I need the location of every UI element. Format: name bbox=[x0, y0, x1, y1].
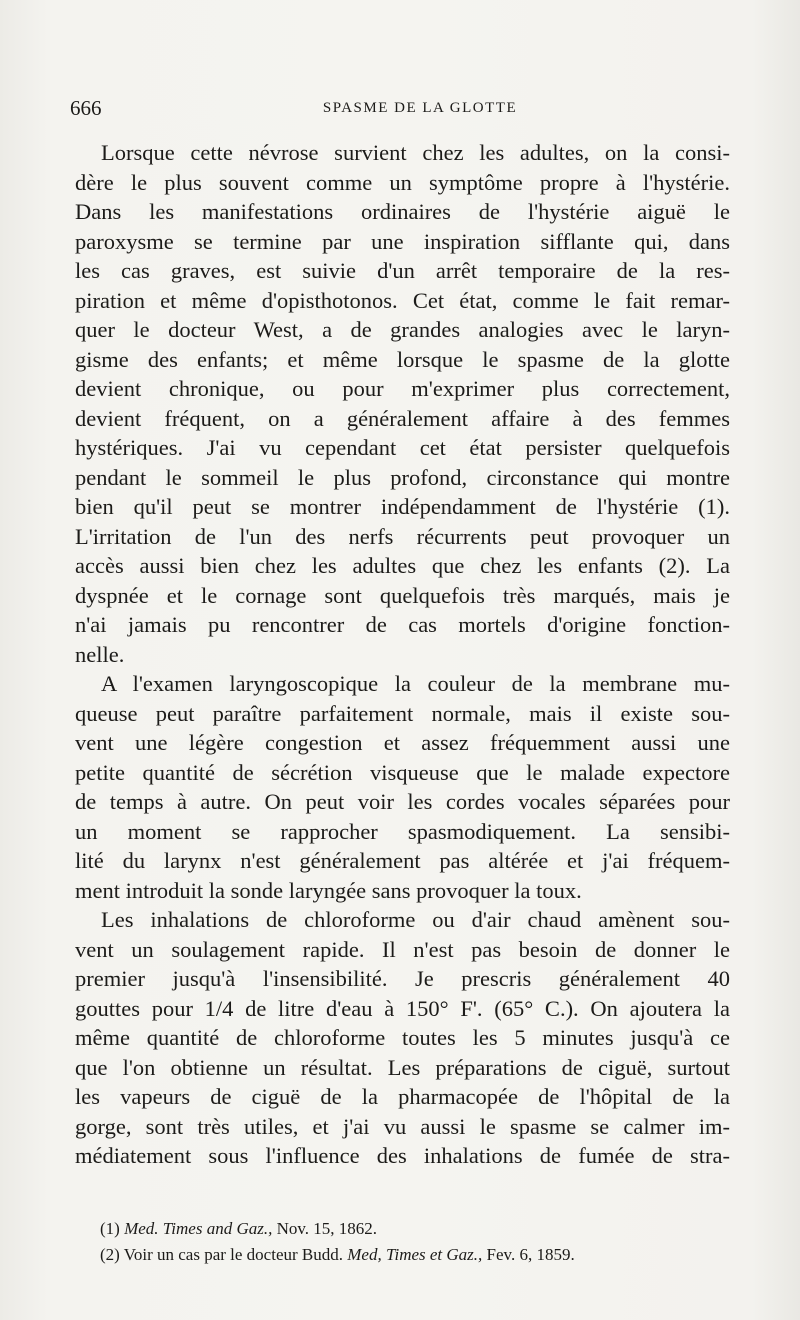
running-title: SPASME DE LA GLOTTE bbox=[322, 100, 518, 116]
text-line: vent une légère congestion et assez fréquemment aussi une bbox=[75, 730, 730, 755]
text-line: Les inhalations de chloroforme ou d'air chaud amènent sou- bbox=[101, 907, 730, 932]
text-line: piration et même d'opisthotonos. Cet état, comme le fait remar- bbox=[75, 287, 730, 313]
text-line: A l'examen laryngoscopique la couleur de la membrane mu- bbox=[101, 671, 730, 696]
footnote-source: Med. Times and Gaz., bbox=[124, 1219, 273, 1238]
text-line: les cas graves, est suivie d'un arrêt temporaire de la res- bbox=[75, 258, 730, 283]
text-line: dère le plus souvent comme un symptôme propre à l'hystérie. bbox=[75, 169, 730, 195]
text-line: petite quantité de sécrétion visqueuse que le malade expectore bbox=[75, 759, 730, 785]
footnote-text: Nov. 15, 1862. bbox=[276, 1219, 378, 1238]
text-line: premier jusqu'à l'insensibilité. Je prescris généralement 40 bbox=[75, 966, 730, 991]
text-line: gouttes pour 1/4 de litre d'eau à 150° F'. (65° C.). On ajoutera la bbox=[75, 995, 730, 1021]
text-line: vent un soulagement rapide. Il n'est pas besoin de donner le bbox=[75, 936, 730, 962]
text-line: Lorsque cette névrose survient chez les adultes, on la consi- bbox=[101, 140, 730, 165]
text-line: pendant le sommeil le plus profond, circonstance qui montre bbox=[75, 464, 730, 490]
text-line: gorge, sont très utiles, et j'ai vu aussi le spasme se calmer im- bbox=[75, 1113, 730, 1139]
text-line: queuse peut paraître parfaitement normale, mais il existe sou- bbox=[75, 700, 730, 726]
footnote-marker: (1) bbox=[100, 1219, 120, 1238]
footnote-text: Voir un cas par le docteur Budd. bbox=[123, 1245, 343, 1264]
body-text bbox=[75, 138, 730, 1171]
text-line: gisme des enfants; et même lorsque le spasme de la glotte bbox=[75, 346, 730, 372]
text-line: les vapeurs de ciguë de la pharmacopée de l'hôpital de la bbox=[75, 1084, 730, 1109]
text-line: devient fréquent, on a généralement affaire à des femmes bbox=[75, 405, 730, 431]
text-line: nelle. bbox=[75, 641, 125, 667]
text-line: même quantité de chloroforme toutes les 5 minutes jusqu'à ce bbox=[75, 1025, 730, 1050]
text-line: Dans les manifestations ordinaires de l'hystérie aiguë le bbox=[75, 199, 730, 224]
footnote-1 bbox=[100, 1216, 735, 1242]
running-head bbox=[70, 96, 730, 126]
text-line: n'ai jamais pu rencontrer de cas mortels d'origine fonction- bbox=[75, 612, 730, 637]
text-line: que l'on obtienne un résultat. Les préparations de ciguë, surtout bbox=[75, 1054, 730, 1080]
text-line: quer le docteur West, a de grandes analogies avec le laryn- bbox=[75, 317, 730, 342]
text-line: devient chronique, ou pour m'exprimer plus correctement, bbox=[75, 376, 730, 401]
text-line: médiatement sous l'influence des inhalations de fumée de stra- bbox=[75, 1143, 730, 1168]
text-line: dyspnée et le cornage sont quelquefois très marqués, mais je bbox=[75, 582, 730, 608]
text-line: paroxysme se termine par une inspiration sifflante qui, dans bbox=[75, 228, 730, 254]
footnote-2 bbox=[100, 1242, 735, 1268]
text-line: de temps à autre. On peut voir les cordes vocales séparées pour bbox=[75, 789, 730, 814]
footnote-marker: (2) bbox=[100, 1245, 120, 1264]
text-line: un moment se rapprocher spasmodiquement. La sensibi- bbox=[75, 818, 730, 844]
text-line: hystériques. J'ai vu cependant cet état persister quelquefois bbox=[75, 435, 730, 460]
text-line: ment introduit la sonde laryngée sans provoquer la toux. bbox=[75, 877, 582, 903]
text-line: L'irritation de l'un des nerfs récurrents peut provoquer un bbox=[75, 523, 730, 549]
page-number: 666 bbox=[70, 96, 102, 120]
footnote-text: Fev. 6, 1859. bbox=[486, 1245, 575, 1264]
footnote-source: Med, Times et Gaz., bbox=[347, 1245, 483, 1264]
text-line: lité du larynx n'est généralement pas altérée et j'ai fréquem- bbox=[75, 848, 730, 873]
text-line: bien qu'il peut se montrer indépendamment de l'hystérie (1). bbox=[75, 494, 730, 519]
text-line: accès aussi bien chez les adultes que chez les enfants (2). La bbox=[75, 553, 730, 578]
footnotes bbox=[100, 1216, 735, 1268]
